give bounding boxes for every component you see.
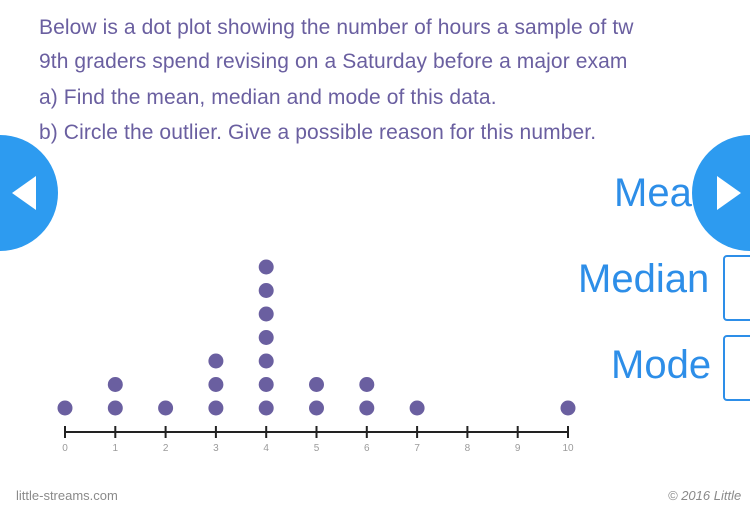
- x-tick-label: 7: [414, 443, 420, 454]
- data-dot: [259, 307, 274, 322]
- data-dot: [259, 401, 274, 416]
- left-arrow-icon: [12, 176, 36, 210]
- data-dot: [259, 377, 274, 392]
- x-tick-label: 8: [464, 443, 471, 454]
- median-answer-box[interactable]: [723, 255, 750, 321]
- x-tick-label: 2: [162, 443, 169, 454]
- x-tick-label: 3: [213, 443, 219, 454]
- x-tick-label: 10: [562, 443, 574, 454]
- data-dot: [158, 401, 173, 416]
- median-label: Median: [578, 257, 710, 301]
- x-tick-label: 9: [514, 443, 521, 454]
- mean-label: Mea: [614, 171, 692, 215]
- question-line-4: b) Circle the outlier. Give a possible reason for this number.: [39, 121, 597, 144]
- x-tick-label: 4: [263, 443, 269, 454]
- data-dot: [309, 401, 324, 416]
- data-dot: [561, 401, 576, 416]
- data-dot: [259, 330, 274, 345]
- question-line-3: a) Find the mean, median and mode of this data.: [39, 86, 497, 109]
- data-dot: [309, 377, 324, 392]
- mode-answer-box[interactable]: [723, 335, 750, 401]
- x-tick-label: 6: [364, 443, 370, 454]
- data-dot: [410, 401, 425, 416]
- data-dot: [208, 377, 223, 392]
- mode-label: Mode: [611, 343, 712, 387]
- question-line-1: Below is a dot plot showing the number of hours a sample of tw: [39, 16, 634, 39]
- data-dot: [259, 354, 274, 369]
- data-dot: [208, 401, 223, 416]
- data-dot: [58, 401, 73, 416]
- data-dot: [108, 401, 123, 416]
- x-tick-label: 1: [112, 443, 119, 454]
- data-dot: [359, 401, 374, 416]
- x-tick-label: 5: [313, 443, 320, 454]
- data-dot: [259, 283, 274, 298]
- question-line-2: 9th graders spend revising on a Saturday before a major exam: [39, 50, 628, 73]
- footer-copyright: © 2016 Little: [668, 488, 742, 503]
- x-tick-label: 0: [62, 443, 68, 454]
- data-dot: [359, 377, 374, 392]
- footer-site-link[interactable]: little-streams.com: [16, 488, 118, 503]
- data-dot: [259, 260, 274, 275]
- data-dot: [108, 377, 123, 392]
- right-arrow-icon: [717, 176, 741, 210]
- data-dot: [208, 354, 223, 369]
